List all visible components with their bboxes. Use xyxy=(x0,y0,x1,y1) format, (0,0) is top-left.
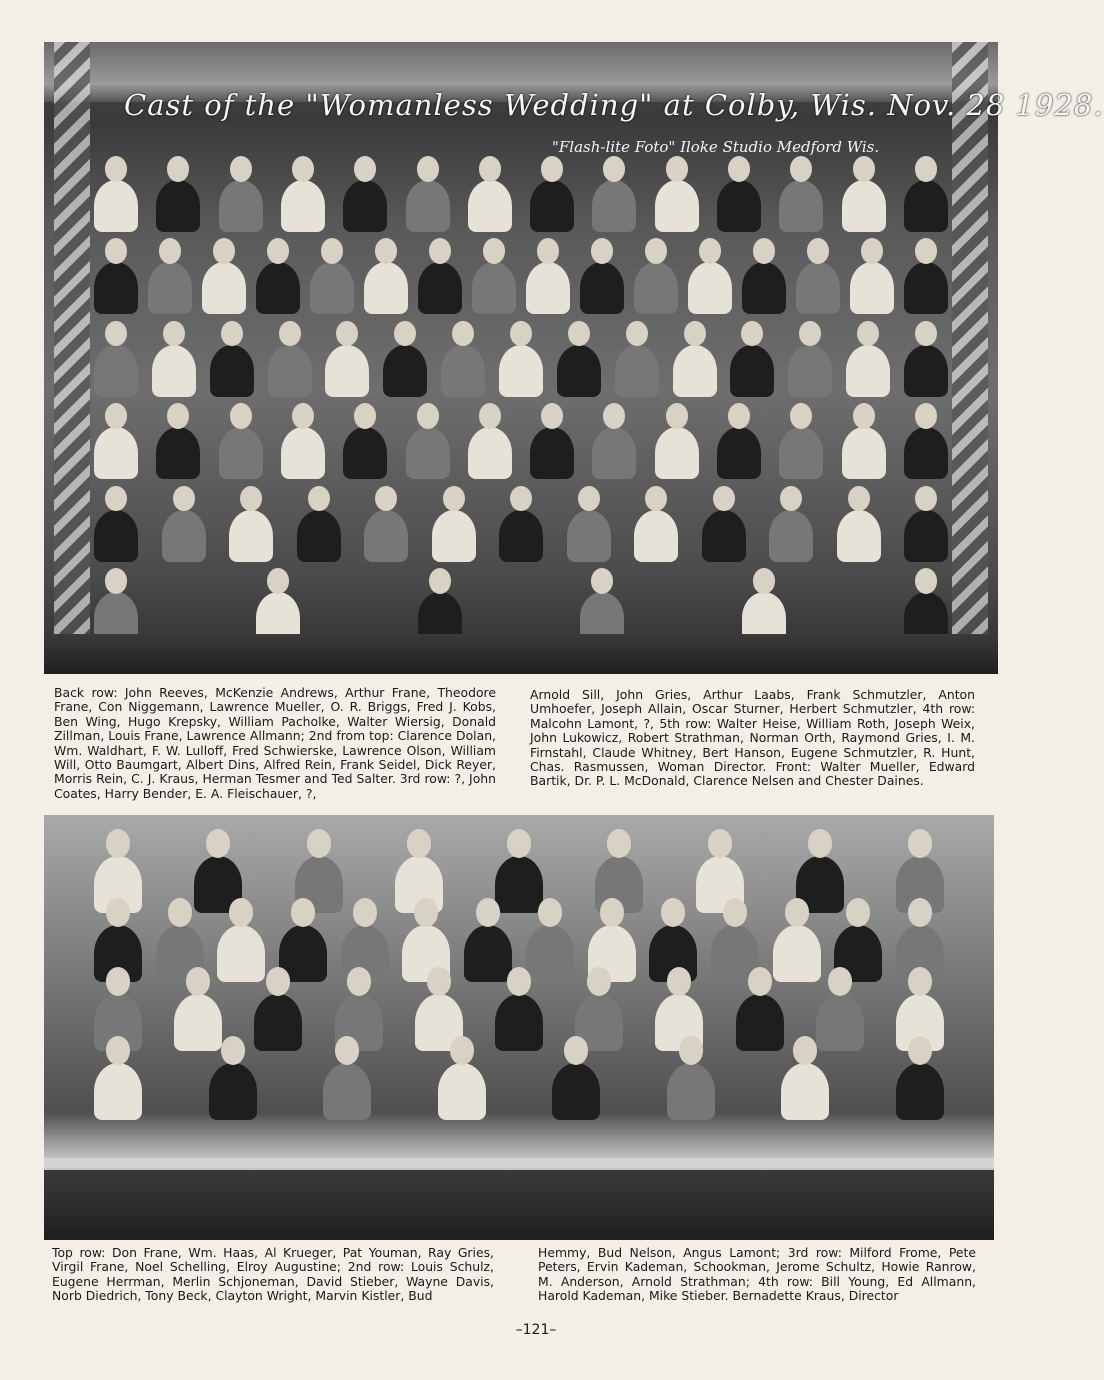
person-face xyxy=(429,238,451,264)
person-silhouette xyxy=(432,510,476,562)
person-face xyxy=(645,486,667,512)
person-silhouette xyxy=(781,1063,829,1120)
person-silhouette xyxy=(156,427,200,479)
person-silhouette xyxy=(904,262,948,314)
person-silhouette xyxy=(615,345,659,397)
person-silhouette xyxy=(673,345,717,397)
person-silhouette xyxy=(567,510,611,562)
person-face xyxy=(106,1036,130,1064)
person-face xyxy=(846,898,870,926)
person-face xyxy=(587,967,611,995)
person-face xyxy=(684,321,706,347)
person-silhouette xyxy=(717,180,761,232)
person-silhouette xyxy=(256,262,300,314)
person-silhouette xyxy=(406,180,450,232)
person-silhouette xyxy=(592,180,636,232)
person-silhouette xyxy=(152,345,196,397)
person-face xyxy=(603,156,625,182)
person-silhouette xyxy=(268,345,312,397)
person-silhouette xyxy=(736,994,784,1051)
person-silhouette xyxy=(202,262,246,314)
person-silhouette xyxy=(148,262,192,314)
person-silhouette xyxy=(796,262,840,314)
person-face xyxy=(375,238,397,264)
person-face xyxy=(591,238,613,264)
person-silhouette xyxy=(229,510,273,562)
person-face xyxy=(452,321,474,347)
person-silhouette xyxy=(816,994,864,1051)
person-silhouette xyxy=(94,345,138,397)
person-silhouette xyxy=(779,427,823,479)
person-face xyxy=(354,156,376,182)
person-face xyxy=(291,898,315,926)
cast-photo-1928 xyxy=(44,42,1104,674)
person-silhouette xyxy=(464,925,512,982)
person-silhouette xyxy=(896,1063,944,1120)
person-silhouette xyxy=(634,510,678,562)
person-face xyxy=(728,156,750,182)
person-face xyxy=(321,238,343,264)
caption-bottom-left: Top row: Don Frane, Wm. Haas, Al Krueger, Pat Youman, Ray Gries, Virgil Frane, Noel Schelling, Elroy Augustine; 2nd row: Louis Schulz, Eugene Herrman, Merlin Schjoneman, David Stieber, Wayne Davis, Norb Diedrich, Tony Beck, Clayton Wright, Marvin Kistler, Bud xyxy=(52,1245,494,1304)
person-face xyxy=(661,898,685,926)
person-face xyxy=(915,156,937,182)
person-silhouette xyxy=(499,510,543,562)
person-silhouette xyxy=(310,262,354,314)
person-silhouette xyxy=(788,345,832,397)
person-face xyxy=(603,403,625,429)
person-face xyxy=(908,967,932,995)
person-silhouette xyxy=(495,856,543,913)
person-face xyxy=(206,829,230,857)
person-face xyxy=(790,403,812,429)
person-face xyxy=(267,238,289,264)
person-face xyxy=(808,829,832,857)
person-face xyxy=(848,486,870,512)
person-face xyxy=(105,321,127,347)
person-face xyxy=(507,967,531,995)
person-face xyxy=(507,829,531,857)
person-face xyxy=(790,156,812,182)
stage-floor xyxy=(44,1170,994,1240)
person-silhouette xyxy=(526,925,574,982)
person-silhouette xyxy=(655,180,699,232)
person-silhouette xyxy=(634,262,678,314)
caption-bottom-right: Hemmy, Bud Nelson, Angus Lamont; 3rd row: Milford Frome, Pete Peters, Ervin Kademan, Schookman, Jerome Schultz, Howie Ranrow, M. Anderson, Arnold Strathman; 4th row: Bill Young, Ed Allmann, Harold Kademan, Mike Stieber. Bernadette Kraus, Director xyxy=(538,1245,976,1304)
person-face xyxy=(699,238,721,264)
person-silhouette xyxy=(281,180,325,232)
person-face xyxy=(173,486,195,512)
stage-floor xyxy=(44,634,998,674)
person-face xyxy=(645,238,667,264)
cast-group xyxy=(94,825,944,1120)
person-face xyxy=(853,403,875,429)
person-silhouette xyxy=(468,180,512,232)
person-face xyxy=(908,898,932,926)
striped-curtain-right xyxy=(952,42,988,674)
person-silhouette xyxy=(254,994,302,1051)
person-face xyxy=(538,898,562,926)
person-face xyxy=(407,829,431,857)
person-face xyxy=(240,486,262,512)
person-face xyxy=(483,238,505,264)
person-face xyxy=(427,967,451,995)
striped-curtain-left xyxy=(54,42,90,674)
person-face xyxy=(267,568,289,594)
person-silhouette xyxy=(592,427,636,479)
person-face xyxy=(105,403,127,429)
person-face xyxy=(626,321,648,347)
person-face xyxy=(915,486,937,512)
person-silhouette xyxy=(343,180,387,232)
person-face xyxy=(106,829,130,857)
person-face xyxy=(292,403,314,429)
person-face xyxy=(667,967,691,995)
person-silhouette xyxy=(837,510,881,562)
person-face xyxy=(347,967,371,995)
person-face xyxy=(429,568,451,594)
person-face xyxy=(106,967,130,995)
person-face xyxy=(308,486,330,512)
person-silhouette xyxy=(94,1063,142,1120)
person-face xyxy=(163,321,185,347)
person-face xyxy=(753,238,775,264)
person-face xyxy=(105,568,127,594)
person-face xyxy=(607,829,631,857)
person-silhouette xyxy=(94,180,138,232)
person-silhouette xyxy=(219,427,263,479)
person-silhouette xyxy=(441,345,485,397)
person-face xyxy=(915,568,937,594)
page-number: –121– xyxy=(515,1322,557,1338)
person-silhouette xyxy=(94,427,138,479)
caption-top-left: Back row: John Reeves, McKenzie Andrews, Arthur Frane, Theodore Frane, Con Niggemann, Lawrence Mueller, O. R. Briggs, Fred J. Kobs, Ben Wing, Hugo Krepsky, William Pacholke, Walter Wiersig, Donald Zillman, Louis Frane, Lawrence Allmann; 2nd from top: Clarence Dolan, Wm. Waldhart, F. W. Lulloff, Fred Schwierske, Lawrence Olson, William Will, Otto Baumgart, Albert Dins, Alfred Rein, Frank Seidel, Dick Reyer, Morris Rein, C. J. Kraus, Herman Tesmer and Ted Salter. 3rd row: ?, John Coates, Harry Bender, E. A. Fleischauer, ?, xyxy=(54,685,496,801)
person-face xyxy=(105,238,127,264)
person-face xyxy=(375,486,397,512)
person-face xyxy=(168,898,192,926)
person-silhouette xyxy=(406,427,450,479)
person-face xyxy=(785,898,809,926)
person-face xyxy=(679,1036,703,1064)
person-face xyxy=(741,321,763,347)
stage-edge xyxy=(44,1158,994,1168)
person-face xyxy=(753,568,775,594)
person-silhouette xyxy=(580,262,624,314)
person-face xyxy=(443,486,465,512)
person-face xyxy=(541,156,563,182)
person-face xyxy=(915,403,937,429)
person-silhouette xyxy=(156,180,200,232)
person-face xyxy=(230,403,252,429)
person-face xyxy=(708,829,732,857)
person-face xyxy=(159,238,181,264)
person-face xyxy=(799,321,821,347)
person-face xyxy=(828,967,852,995)
person-face xyxy=(915,238,937,264)
person-face xyxy=(510,486,532,512)
person-silhouette xyxy=(364,510,408,562)
person-silhouette xyxy=(499,345,543,397)
person-silhouette xyxy=(210,345,254,397)
person-face xyxy=(354,403,376,429)
person-face xyxy=(728,403,750,429)
person-silhouette xyxy=(174,994,222,1051)
person-face xyxy=(221,321,243,347)
person-face xyxy=(105,156,127,182)
person-face xyxy=(266,967,290,995)
person-silhouette xyxy=(688,262,732,314)
person-face xyxy=(807,238,829,264)
person-face xyxy=(167,403,189,429)
person-face xyxy=(510,321,532,347)
person-silhouette xyxy=(904,510,948,562)
person-silhouette xyxy=(281,427,325,479)
person-silhouette xyxy=(730,345,774,397)
person-face xyxy=(106,898,130,926)
person-face xyxy=(908,829,932,857)
person-silhouette xyxy=(418,262,462,314)
person-silhouette xyxy=(530,427,574,479)
person-face xyxy=(600,898,624,926)
person-face xyxy=(857,321,879,347)
person-face xyxy=(713,486,735,512)
person-face xyxy=(221,1036,245,1064)
person-face xyxy=(568,321,590,347)
person-silhouette xyxy=(438,1063,486,1120)
person-face xyxy=(230,156,252,182)
person-face xyxy=(591,568,613,594)
person-face xyxy=(915,321,937,347)
person-face xyxy=(417,156,439,182)
photo-studio-credit: "Flash-lite Foto" Iloke Studio Medford Wis. xyxy=(552,138,880,156)
person-face xyxy=(793,1036,817,1064)
person-silhouette xyxy=(667,1063,715,1120)
person-silhouette xyxy=(557,345,601,397)
person-face xyxy=(666,156,688,182)
person-silhouette xyxy=(217,925,265,982)
person-face xyxy=(213,238,235,264)
person-silhouette xyxy=(904,180,948,232)
person-silhouette xyxy=(526,262,570,314)
person-face xyxy=(417,403,439,429)
person-face xyxy=(279,321,301,347)
person-face xyxy=(861,238,883,264)
person-face xyxy=(479,403,501,429)
person-silhouette xyxy=(742,262,786,314)
person-silhouette xyxy=(495,994,543,1051)
cast-group xyxy=(94,152,948,644)
person-silhouette xyxy=(842,427,886,479)
person-face xyxy=(723,898,747,926)
person-silhouette xyxy=(323,1063,371,1120)
person-face xyxy=(229,898,253,926)
person-face xyxy=(537,238,559,264)
person-face xyxy=(908,1036,932,1064)
person-face xyxy=(307,829,331,857)
person-face xyxy=(335,1036,359,1064)
person-silhouette xyxy=(773,925,821,982)
person-face xyxy=(394,321,416,347)
person-silhouette xyxy=(209,1063,257,1120)
person-silhouette xyxy=(702,510,746,562)
person-face xyxy=(167,156,189,182)
person-silhouette xyxy=(468,427,512,479)
person-face xyxy=(780,486,802,512)
person-silhouette xyxy=(94,510,138,562)
person-face xyxy=(748,967,772,995)
person-silhouette xyxy=(552,1063,600,1120)
person-silhouette xyxy=(343,427,387,479)
cast-photo-later xyxy=(44,815,994,1240)
person-face xyxy=(292,156,314,182)
person-face xyxy=(479,156,501,182)
person-silhouette xyxy=(904,427,948,479)
person-silhouette xyxy=(383,345,427,397)
person-face xyxy=(578,486,600,512)
person-silhouette xyxy=(472,262,516,314)
person-silhouette xyxy=(846,345,890,397)
person-face xyxy=(353,898,377,926)
person-silhouette xyxy=(850,262,894,314)
person-face xyxy=(853,156,875,182)
person-silhouette xyxy=(219,180,263,232)
person-silhouette xyxy=(655,427,699,479)
photo-title: Cast of the "Womanless Wedding" at Colby, Wis. Nov. 28 1928. xyxy=(124,88,1104,122)
person-face xyxy=(450,1036,474,1064)
person-face xyxy=(186,967,210,995)
person-silhouette xyxy=(779,180,823,232)
person-silhouette xyxy=(530,180,574,232)
person-silhouette xyxy=(769,510,813,562)
person-face xyxy=(564,1036,588,1064)
person-silhouette xyxy=(325,345,369,397)
person-face xyxy=(336,321,358,347)
person-silhouette xyxy=(94,262,138,314)
person-face xyxy=(666,403,688,429)
person-silhouette xyxy=(842,180,886,232)
person-face xyxy=(105,486,127,512)
person-silhouette xyxy=(162,510,206,562)
person-face xyxy=(476,898,500,926)
person-silhouette xyxy=(904,345,948,397)
person-silhouette xyxy=(717,427,761,479)
person-silhouette xyxy=(297,510,341,562)
person-silhouette xyxy=(364,262,408,314)
person-face xyxy=(414,898,438,926)
caption-top-right: Arnold Sill, John Gries, Arthur Laabs, Frank Schmutzler, Anton Umhoefer, Joseph Allain, Oscar Sturner, Herbert Schmutzler, 4th row: Malcohn Lamont, ?, 5th row: Walter Heise, William Roth, Joseph Weix, John Lukowicz, Robert Strathman, Norman Orth, Raymond Gries, I. M. Firnstahl, Claude Whitney, Bert Hanson, Eugene Schmutzler, R. Hunt, Chas. Rasmussen, Woman Director. Front: Walter Mueller, Edward Bartik, Dr. P. L. McDonald, Clarence Nelsen and Chester Daines. xyxy=(530,687,975,789)
person-face xyxy=(541,403,563,429)
